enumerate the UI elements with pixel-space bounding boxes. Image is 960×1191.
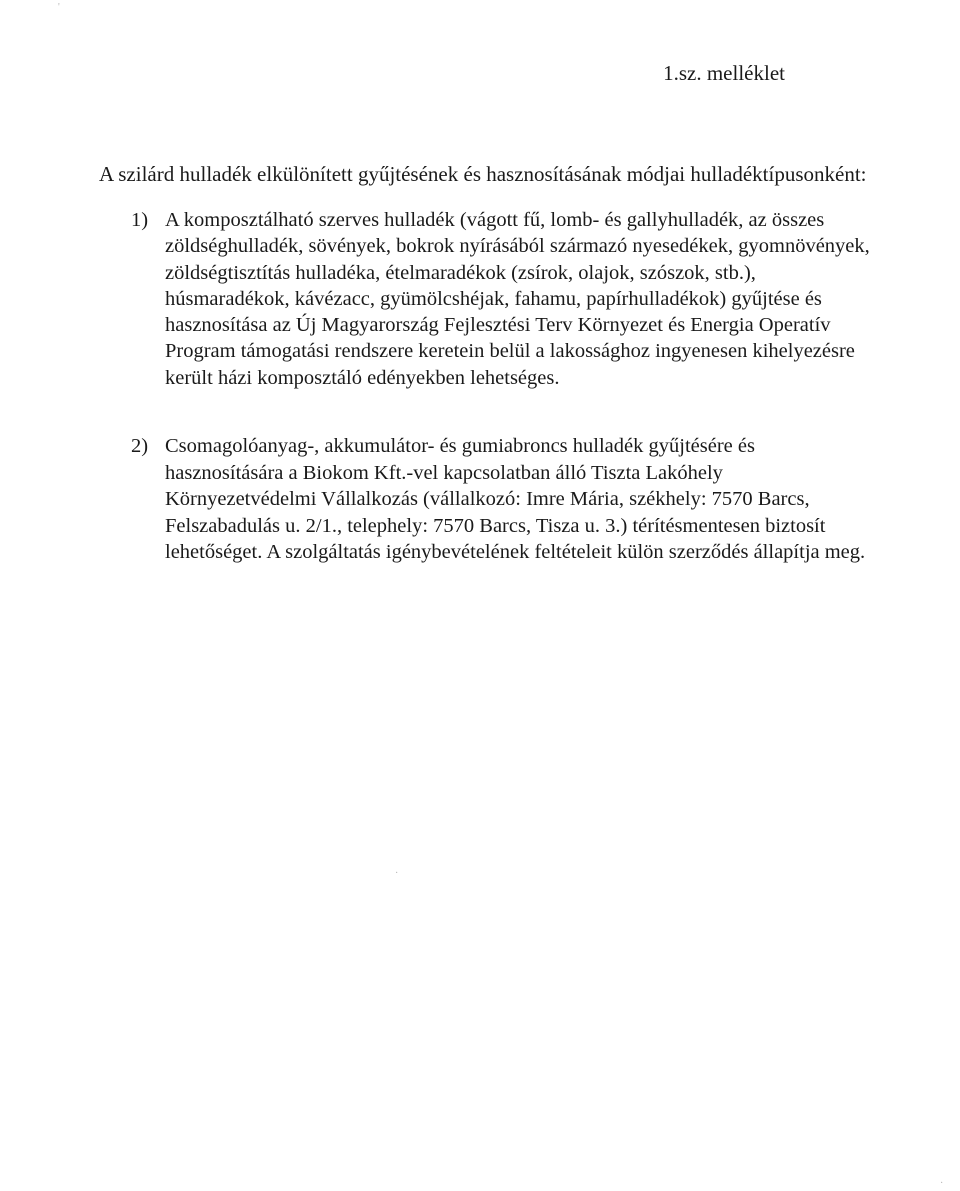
list-item-line: Csomagolóanyag-, akkumulátor- és gumiabroncs hulladék gyűjtésére és [165,435,755,457]
list-item-line: Felszabadulás u. 2/1., telephely: 7570 Barcs, Tisza u. 3.) térítésmentesen biztosít [165,514,826,537]
scan-speck: · [940,1178,944,1189]
document-heading: A szilárd hulladék elkülönített gyűjtésének és hasznosításának módjai hulladéktípusonként: [99,162,867,186]
list-item-number: 2) [131,435,149,457]
scan-speck: ' [58,2,60,13]
list-item-line: zöldséghulladék, sövények, bokrok nyírásából származó nyesedékek, gyomnövények, [165,235,870,258]
list-item-line: Környezetvédelmi Vállalkozás (vállalkozó: Imre Mária, székhely: 7570 Barcs, [165,488,810,510]
list-item-line: zöldségtisztítás hulladéka, ételmaradékok (zsírok, olajok, szószok, stb.), [165,261,756,284]
list-item-line: lehetőséget. A szolgáltatás igénybevételének feltételeit külön szerződés állapítja meg. [165,541,866,563]
list-item-2 [131,433,921,566]
list-item-line: húsmaradékok, kávézacc, gyümölcshéjak, fahamu, papírhulladékok) gyűjtése és [165,287,822,310]
scan-speck: · [395,868,399,879]
list-item-line: A komposztálható szerves hulladék (vágott fű, lomb- és gallyhulladék, az összes [165,209,825,231]
list-item-line: került házi komposztáló edényekben lehetséges. [165,366,560,389]
annex-label: 1.sz. melléklet [663,61,785,85]
list-item-line: hasznosítása az Új Magyarország Fejlesztési Terv Környezet és Energia Operatív [165,314,831,337]
list-item-line: Program támogatási rendszere keretein belül a lakossághoz ingyenesen kihelyezésre [165,340,855,363]
list-item-number: 1) [131,209,149,231]
list-item-1 [131,207,921,391]
list-item-line: hasznosítására a Biokom Kft.-vel kapcsolatban álló Tiszta Lakóhely [165,461,723,484]
